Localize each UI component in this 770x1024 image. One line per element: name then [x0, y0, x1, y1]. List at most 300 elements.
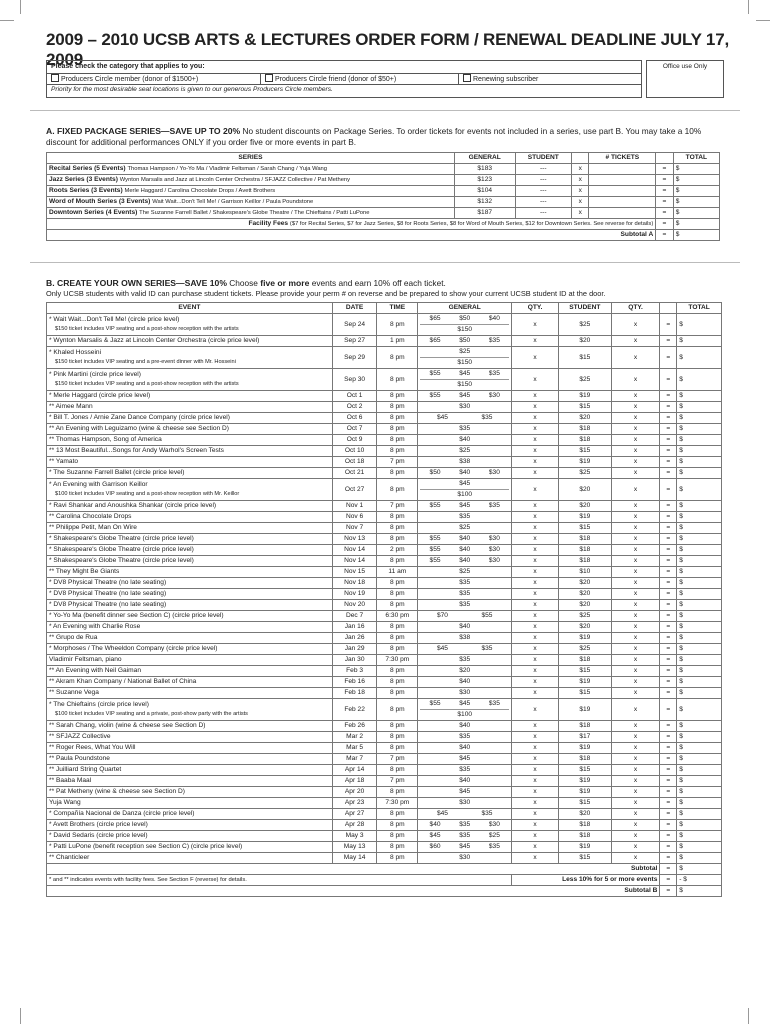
qty-general-input[interactable]: x: [512, 479, 559, 501]
qty-general-input[interactable]: x: [512, 644, 559, 655]
event-total-input[interactable]: $: [677, 512, 722, 523]
tickets-input[interactable]: [589, 175, 656, 186]
event-total-input[interactable]: $: [677, 446, 722, 457]
qty-student-input[interactable]: x: [611, 402, 660, 413]
qty-student-input[interactable]: x: [611, 534, 660, 545]
event-general-prices[interactable]: [418, 666, 512, 677]
price-level[interactable]: $35: [459, 579, 471, 586]
event-total-input[interactable]: $: [677, 831, 722, 842]
qty-student-input[interactable]: x: [611, 589, 660, 600]
qty-general-input[interactable]: x: [512, 798, 559, 809]
price-level[interactable]: $38: [459, 458, 471, 465]
price-level[interactable]: $30: [459, 403, 471, 410]
event-name: ** Chanticleer: [47, 853, 333, 864]
event-total-input[interactable]: $: [677, 655, 722, 666]
price-level[interactable]: $50: [459, 337, 471, 344]
qty-general-input[interactable]: x: [512, 699, 559, 721]
price-level[interactable]: $25: [459, 447, 471, 454]
event-total-input[interactable]: $: [677, 853, 722, 864]
qty-general-input[interactable]: x: [512, 556, 559, 567]
price-level[interactable]: $55: [481, 612, 493, 619]
event-general-prices[interactable]: [418, 677, 512, 688]
price-level[interactable]: $40: [459, 623, 471, 630]
event-total-input[interactable]: $: [677, 809, 722, 820]
qty-general-input[interactable]: x: [512, 369, 559, 391]
event-total-input[interactable]: $: [677, 688, 722, 699]
qty-general-input[interactable]: x: [512, 457, 559, 468]
event-total-input[interactable]: $: [677, 479, 722, 501]
qty-student-input[interactable]: x: [611, 314, 660, 336]
price-level[interactable]: $40: [459, 436, 471, 443]
event-total-input[interactable]: $: [677, 435, 722, 446]
event-general-prices[interactable]: [418, 754, 512, 765]
price-level[interactable]: $45: [459, 392, 471, 399]
price-level[interactable]: $45: [459, 700, 471, 707]
event-total-input[interactable]: $: [677, 589, 722, 600]
qty-student-input[interactable]: x: [611, 655, 660, 666]
qty-general-input[interactable]: x: [512, 567, 559, 578]
event-student-price: $15: [558, 347, 611, 369]
event-total-input[interactable]: $: [677, 765, 722, 776]
vip-price[interactable]: $100: [420, 709, 509, 720]
price-level[interactable]: $35: [459, 766, 471, 773]
price-level[interactable]: $35: [459, 513, 471, 520]
qty-student-input[interactable]: x: [611, 787, 660, 798]
event-name: * DV8 Physical Theatre (no late seating): [47, 589, 333, 600]
qty-student-input[interactable]: x: [611, 501, 660, 512]
price-level[interactable]: $55: [429, 370, 441, 377]
event-total-input[interactable]: $: [677, 457, 722, 468]
subtotal-input[interactable]: $: [677, 864, 722, 875]
price-level[interactable]: $55: [429, 502, 441, 509]
price-level[interactable]: $35: [459, 656, 471, 663]
event-general-prices[interactable]: [418, 622, 512, 633]
event-total-input[interactable]: $: [677, 787, 722, 798]
event-total-input[interactable]: $: [677, 413, 722, 424]
facility-fees-input[interactable]: $: [673, 219, 719, 230]
qty-student-input[interactable]: x: [611, 820, 660, 831]
qty-student-input[interactable]: x: [611, 457, 660, 468]
qty-general-input[interactable]: x: [512, 402, 559, 413]
event-total-input[interactable]: $: [677, 666, 722, 677]
event-date: Nov 6: [332, 512, 377, 523]
event-row: * Yo-Yo Ma (benefit dinner see Section C) (circle price level) Dec 7 6:30 pm $70 $55 x $25 x = $: [47, 611, 722, 622]
qty-student-input[interactable]: x: [611, 446, 660, 457]
event-general-prices[interactable]: [418, 446, 512, 457]
price-level[interactable]: $55: [429, 546, 441, 553]
qty-student-input[interactable]: x: [611, 578, 660, 589]
event-total-input[interactable]: $: [677, 314, 722, 336]
event-general-prices[interactable]: [418, 589, 512, 600]
event-total-input[interactable]: $: [677, 578, 722, 589]
qty-general-input[interactable]: x: [512, 336, 559, 347]
qty-student-input[interactable]: x: [611, 523, 660, 534]
price-level[interactable]: $30: [488, 469, 500, 476]
qty-general-input[interactable]: x: [512, 743, 559, 754]
event-general-prices[interactable]: [418, 457, 512, 468]
event-general-prices[interactable]: [418, 655, 512, 666]
qty-student-input[interactable]: x: [611, 677, 660, 688]
checkbox-icon[interactable]: [265, 74, 273, 82]
qty-general-input[interactable]: x: [512, 523, 559, 534]
qty-student-input[interactable]: x: [611, 391, 660, 402]
event-general-prices[interactable]: [418, 501, 512, 512]
event-row: * The Suzanne Farrell Ballet (circle price level) Oct 21 8 pm $50 $40 $30 x $25 x = $: [47, 468, 722, 479]
qty-general-input[interactable]: x: [512, 424, 559, 435]
event-total-input[interactable]: $: [677, 732, 722, 743]
event-date: Oct 27: [332, 479, 377, 501]
event-total-input[interactable]: $: [677, 699, 722, 721]
price-level[interactable]: $40: [459, 469, 471, 476]
qty-general-input[interactable]: x: [512, 391, 559, 402]
event-total-input[interactable]: $: [677, 611, 722, 622]
event-general-prices[interactable]: [418, 523, 512, 534]
price-level[interactable]: $45: [459, 502, 471, 509]
event-total-input[interactable]: $: [677, 347, 722, 369]
page-title: 2009 – 2010 UCSB ARTS & LECTURES ORDER FORM / RENEWAL DEADLINE JULY 17, 2009: [46, 30, 729, 69]
price-level[interactable]: $40: [459, 557, 471, 564]
price-level[interactable]: $35: [459, 601, 471, 608]
qty-student-input[interactable]: x: [611, 347, 660, 369]
price-level[interactable]: $30: [488, 535, 500, 542]
price-level[interactable]: $35: [481, 810, 493, 817]
event-total-input[interactable]: $: [677, 677, 722, 688]
price-level[interactable]: $35: [481, 645, 493, 652]
price-level[interactable]: $65: [429, 337, 441, 344]
price-level[interactable]: $60: [429, 843, 441, 850]
event-name: ** Thomas Hampson, Song of America: [47, 435, 333, 446]
qty-student-input[interactable]: x: [611, 644, 660, 655]
price-level[interactable]: $25: [459, 524, 471, 531]
price-level[interactable]: $45: [436, 414, 448, 421]
event-general-prices[interactable]: [418, 545, 512, 556]
event-general-prices[interactable]: [418, 567, 512, 578]
price-level[interactable]: $45: [459, 843, 471, 850]
price-level[interactable]: $45: [459, 480, 471, 487]
price-level[interactable]: $30: [488, 392, 500, 399]
qty-general-input[interactable]: x: [512, 578, 559, 589]
event-general-prices[interactable]: [418, 391, 512, 402]
qty-general-input[interactable]: x: [512, 446, 559, 457]
event-general-prices[interactable]: [418, 776, 512, 787]
event-general-prices[interactable]: [418, 468, 512, 479]
price-level[interactable]: $35: [488, 700, 500, 707]
price-level[interactable]: $70: [436, 612, 448, 619]
qty-general-input[interactable]: x: [512, 468, 559, 479]
event-general-prices[interactable]: [418, 787, 512, 798]
event-total-input[interactable]: $: [677, 567, 722, 578]
price-level[interactable]: $35: [488, 337, 500, 344]
event-general-prices[interactable]: [418, 512, 512, 523]
event-general-prices[interactable]: [418, 809, 512, 820]
price-level[interactable]: $25: [459, 568, 471, 575]
qty-student-input[interactable]: x: [611, 556, 660, 567]
event-general-prices[interactable]: [418, 644, 512, 655]
event-time: 7 pm: [377, 754, 418, 765]
price-level[interactable]: $45: [436, 810, 448, 817]
price-level[interactable]: $55: [429, 392, 441, 399]
checkbox-icon[interactable]: [51, 74, 59, 82]
qty-student-input[interactable]: x: [611, 754, 660, 765]
subtotal-a-input[interactable]: $: [673, 230, 719, 241]
price-level[interactable]: $40: [488, 315, 500, 322]
price-level[interactable]: $55: [429, 700, 441, 707]
qty-general-input[interactable]: x: [512, 820, 559, 831]
event-total-input[interactable]: $: [677, 600, 722, 611]
price-level[interactable]: $45: [459, 788, 471, 795]
event-general-prices[interactable]: [418, 347, 512, 369]
event-general-prices[interactable]: [418, 435, 512, 446]
event-general-prices[interactable]: [418, 611, 512, 622]
qty-student-input[interactable]: x: [611, 666, 660, 677]
qty-student-input[interactable]: x: [611, 688, 660, 699]
discount-input[interactable]: - $: [677, 875, 722, 886]
event-total-input[interactable]: $: [677, 754, 722, 765]
price-level[interactable]: $40: [459, 777, 471, 784]
qty-general-input[interactable]: x: [512, 831, 559, 842]
price-level[interactable]: $55: [429, 557, 441, 564]
qty-general-input[interactable]: x: [512, 842, 559, 853]
vip-price[interactable]: $150: [420, 357, 509, 368]
price-level[interactable]: $40: [459, 535, 471, 542]
qty-student-input[interactable]: x: [611, 699, 660, 721]
price-level[interactable]: $50: [429, 469, 441, 476]
event-general-prices[interactable]: [418, 314, 512, 336]
qty-general-input[interactable]: x: [512, 776, 559, 787]
qty-student-input[interactable]: x: [611, 336, 660, 347]
checkbox-icon[interactable]: [463, 74, 471, 82]
event-general-prices[interactable]: [418, 699, 512, 721]
qty-student-input[interactable]: x: [611, 622, 660, 633]
event-date: Feb 3: [332, 666, 377, 677]
price-level[interactable]: $35: [459, 733, 471, 740]
event-total-input[interactable]: $: [677, 402, 722, 413]
price-level[interactable]: $20: [459, 667, 471, 674]
event-total-input[interactable]: $: [677, 501, 722, 512]
price-level[interactable]: $45: [436, 645, 448, 652]
event-general-prices[interactable]: [418, 534, 512, 545]
qty-general-input[interactable]: x: [512, 413, 559, 424]
price-level[interactable]: $35: [459, 821, 471, 828]
qty-student-input[interactable]: x: [611, 369, 660, 391]
event-time: 8 pm: [377, 369, 418, 391]
qty-student-input[interactable]: x: [611, 611, 660, 622]
qty-student-input[interactable]: x: [611, 853, 660, 864]
qty-student-input[interactable]: x: [611, 567, 660, 578]
price-level[interactable]: $40: [459, 722, 471, 729]
event-total-input[interactable]: $: [677, 336, 722, 347]
event-general-prices[interactable]: [418, 743, 512, 754]
event-general-prices[interactable]: [418, 413, 512, 424]
qty-general-input[interactable]: x: [512, 611, 559, 622]
qty-student-input[interactable]: x: [611, 545, 660, 556]
qty-student-input[interactable]: x: [611, 512, 660, 523]
vip-price[interactable]: $100: [420, 489, 509, 500]
qty-general-input[interactable]: x: [512, 732, 559, 743]
price-level[interactable]: $35: [488, 502, 500, 509]
event-total-input[interactable]: $: [677, 424, 722, 435]
col-general: GENERAL: [454, 153, 515, 164]
price-level[interactable]: $38: [459, 634, 471, 641]
series-total-input[interactable]: $: [673, 208, 719, 219]
price-level[interactable]: $40: [459, 546, 471, 553]
price-level[interactable]: $30: [488, 557, 500, 564]
qty-student-input[interactable]: x: [611, 468, 660, 479]
event-total-input[interactable]: $: [677, 545, 722, 556]
event-general-prices[interactable]: [418, 479, 512, 501]
price-level[interactable]: $30: [459, 799, 471, 806]
qty-general-input[interactable]: x: [512, 435, 559, 446]
qty-general-input[interactable]: x: [512, 600, 559, 611]
qty-student-input[interactable]: x: [611, 798, 660, 809]
event-general-prices[interactable]: [418, 578, 512, 589]
event-name: ** Baaba Maal: [47, 776, 333, 787]
series-total-input[interactable]: $: [673, 186, 719, 197]
price-level[interactable]: $40: [429, 821, 441, 828]
series-total-input[interactable]: $: [673, 164, 719, 175]
price-level[interactable]: $35: [481, 414, 493, 421]
qty-general-input[interactable]: x: [512, 501, 559, 512]
event-total-input[interactable]: $: [677, 721, 722, 732]
series-total-input[interactable]: $: [673, 175, 719, 186]
event-general-prices[interactable]: [418, 556, 512, 567]
price-level[interactable]: $35: [459, 590, 471, 597]
event-total-input[interactable]: $: [677, 820, 722, 831]
qty-general-input[interactable]: x: [512, 314, 559, 336]
qty-general-input[interactable]: x: [512, 754, 559, 765]
event-general-prices[interactable]: [418, 721, 512, 732]
category-option-producers-friend[interactable]: Producers Circle friend (donor of $50+): [261, 74, 459, 84]
event-total-input[interactable]: $: [677, 556, 722, 567]
qty-student-input[interactable]: x: [611, 413, 660, 424]
qty-general-input[interactable]: x: [512, 633, 559, 644]
price-level[interactable]: $45: [459, 370, 471, 377]
tickets-input[interactable]: [589, 164, 656, 175]
event-general-prices[interactable]: [418, 600, 512, 611]
qty-student-input[interactable]: x: [611, 424, 660, 435]
qty-student-input[interactable]: x: [611, 743, 660, 754]
qty-general-input[interactable]: x: [512, 655, 559, 666]
qty-general-input[interactable]: x: [512, 534, 559, 545]
qty-student-input[interactable]: x: [611, 479, 660, 501]
qty-general-input[interactable]: x: [512, 787, 559, 798]
qty-general-input[interactable]: x: [512, 512, 559, 523]
qty-general-input[interactable]: x: [512, 765, 559, 776]
event-total-input[interactable]: $: [677, 633, 722, 644]
price-level[interactable]: $55: [429, 535, 441, 542]
qty-student-input[interactable]: x: [611, 809, 660, 820]
qty-student-input[interactable]: x: [611, 732, 660, 743]
tickets-input[interactable]: [589, 208, 656, 219]
qty-general-input[interactable]: x: [512, 688, 559, 699]
event-general-prices[interactable]: [418, 402, 512, 413]
price-level[interactable]: $45: [459, 755, 471, 762]
qty-general-input[interactable]: x: [512, 721, 559, 732]
event-total-input[interactable]: $: [677, 391, 722, 402]
event-total-input[interactable]: $: [677, 842, 722, 853]
event-general-prices[interactable]: [418, 765, 512, 776]
event-total-input[interactable]: $: [677, 622, 722, 633]
price-level[interactable]: $25: [459, 348, 471, 355]
tickets-input[interactable]: [589, 186, 656, 197]
price-level[interactable]: $65: [429, 315, 441, 322]
qty-general-input[interactable]: x: [512, 589, 559, 600]
event-general-prices[interactable]: [418, 424, 512, 435]
qty-general-input[interactable]: x: [512, 853, 559, 864]
event-date: Jan 16: [332, 622, 377, 633]
category-option-producers-member[interactable]: Producers Circle member (donor of $1500+): [47, 74, 261, 84]
event-general-prices[interactable]: [418, 732, 512, 743]
event-general-prices[interactable]: [418, 820, 512, 831]
event-total-input[interactable]: $: [677, 369, 722, 391]
event-total-input[interactable]: $: [677, 743, 722, 754]
event-total-input[interactable]: $: [677, 644, 722, 655]
qty-general-input[interactable]: x: [512, 677, 559, 688]
subtotal-b-input[interactable]: $: [677, 886, 722, 897]
event-general-prices[interactable]: [418, 853, 512, 864]
series-general-price: $104: [454, 186, 515, 197]
price-level[interactable]: $30: [488, 821, 500, 828]
price-level[interactable]: $45: [429, 832, 441, 839]
price-level[interactable]: $25: [488, 832, 500, 839]
event-student-price: $18: [558, 655, 611, 666]
event-date: Sep 29: [332, 347, 377, 369]
event-general-prices[interactable]: [418, 336, 512, 347]
price-level[interactable]: $35: [488, 843, 500, 850]
event-general-prices[interactable]: [418, 798, 512, 809]
qty-student-input[interactable]: x: [611, 633, 660, 644]
qty-student-input[interactable]: x: [611, 831, 660, 842]
price-level[interactable]: $40: [459, 744, 471, 751]
event-total-input[interactable]: $: [677, 798, 722, 809]
qty-student-input[interactable]: x: [611, 435, 660, 446]
event-general-prices[interactable]: [418, 633, 512, 644]
qty-student-input[interactable]: x: [611, 721, 660, 732]
vip-price[interactable]: $150: [420, 324, 509, 335]
price-level[interactable]: $30: [459, 854, 471, 861]
price-level[interactable]: $50: [459, 315, 471, 322]
price-level[interactable]: $35: [459, 832, 471, 839]
qty-general-input[interactable]: x: [512, 347, 559, 369]
qty-general-input[interactable]: x: [512, 622, 559, 633]
event-total-input[interactable]: $: [677, 523, 722, 534]
qty-student-input[interactable]: x: [611, 600, 660, 611]
qty-general-input[interactable]: x: [512, 666, 559, 677]
event-general-prices[interactable]: [418, 688, 512, 699]
event-general-prices[interactable]: [418, 831, 512, 842]
price-level[interactable]: $30: [488, 546, 500, 553]
qty-student-input[interactable]: x: [611, 776, 660, 787]
price-level[interactable]: $40: [459, 678, 471, 685]
event-general-prices[interactable]: [418, 842, 512, 853]
event-total-input[interactable]: $: [677, 534, 722, 545]
tickets-input[interactable]: [589, 197, 656, 208]
price-level[interactable]: $35: [488, 370, 500, 377]
vip-price[interactable]: $150: [420, 379, 509, 390]
qty-general-input[interactable]: x: [512, 545, 559, 556]
event-general-prices[interactable]: [418, 369, 512, 391]
qty-general-input[interactable]: x: [512, 809, 559, 820]
event-date: Apr 20: [332, 787, 377, 798]
category-option-renewing[interactable]: Renewing subscriber: [459, 74, 641, 84]
event-total-input[interactable]: $: [677, 468, 722, 479]
price-level[interactable]: $30: [459, 689, 471, 696]
qty-student-input[interactable]: x: [611, 765, 660, 776]
price-level[interactable]: $35: [459, 425, 471, 432]
series-total-input[interactable]: $: [673, 197, 719, 208]
event-total-input[interactable]: $: [677, 776, 722, 787]
qty-student-input[interactable]: x: [611, 842, 660, 853]
